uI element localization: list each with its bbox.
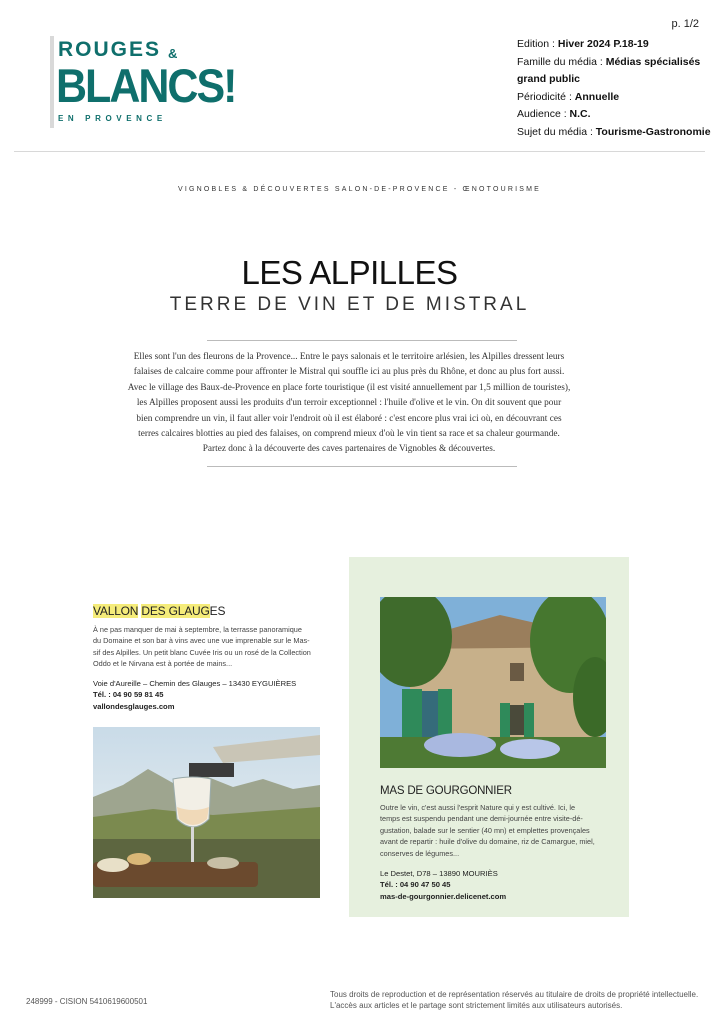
vallon-body-line: Oddo et le Nirvana est à portée de mains... [93,659,233,669]
media-metadata [517,36,711,141]
edition-row [517,36,711,54]
mas-body-line: gustation, balade sur le sentier (40 mn) et emplettes provençales [380,825,590,835]
mas-phone-text: Tél. : 04 90 47 50 45 [380,880,451,890]
mas-body-line: conserves de légumes... [380,848,460,858]
header-divider [14,151,705,152]
intro-line: Elles sont l'un des fleurons de la Provence... Entre le pays salonais et le territoire arlésien, les Alpilles dressent leurs [133,352,565,362]
vallon-body-line: sif des Alpilles. Un petit blanc Cuvée Iris ou un rosé de la Collection [93,647,311,657]
vallon-body-line: À ne pas manquer de mai à septembre, la terrasse panoramique [93,625,302,634]
article-subtitle: TERRE DE VIN ET DE MISTRAL [169,294,530,315]
mas-body-line: Outre le vin, c'est aussi l'esprit Nature qui y est cultivé. Ici, le [380,803,576,812]
mas-body-line: avant de repartir : huile d'olive du domaine, riz de Camargue, miel, [380,837,595,847]
vallon-phone-text: Tél. : 04 90 59 81 45 [93,690,164,700]
family-value: Médias spécialisés [605,55,701,68]
subject-value: Tourisme-Gastronomie [595,125,711,138]
intro-top-divider [207,340,517,341]
rouges-et-blancs-logo [50,36,236,128]
subject-label: Sujet du média : [517,125,596,138]
intro-line: Partez donc à la découverte des caves partenaires de Vignobles & découvertes. [202,444,496,455]
logo-line-rouges: ROUGES [58,38,162,61]
mas-body-line: temps est suspendu pendant une demi-journée entre visite-dé- [380,814,583,824]
mas-contact [380,868,506,902]
vallon-website[interactable] [93,701,296,712]
vallon-title-highlight-2: DES GLAUG [141,604,210,618]
logo-line-blancs: BLANCS! [56,60,236,113]
legal-line: L'accès aux articles et le partage sont strictement limités aux utilisateurs autorisés. [330,1001,623,1010]
period-row [517,89,711,107]
mas-title: MAS DE GOURGONNIER [380,785,512,797]
vallon-photo-illustration [93,727,320,898]
family-row-continued [517,71,711,89]
article-intro [108,350,590,458]
page-number: p. 1/2 [671,18,699,30]
logo-ampersand: & [168,46,178,61]
family-label: Famille du média : [517,55,606,68]
vallon-title [93,604,225,618]
vallon-wine-glass-photo [93,727,320,898]
intro-line: falaises de calcaire comme pour affronter le Mistral qui souffle ici au plus près du Rhône, et donc au plus fort aussi. [133,367,565,378]
audience-label: Audience : [517,108,570,120]
mas-photo-illustration [380,597,606,768]
logo-bar [50,36,54,128]
vallon-phone [93,689,296,700]
mas-description [380,802,608,859]
footer-document-id: 248999 - CISION 5410619600501 [26,997,148,1006]
edition-label: Edition : [517,38,558,50]
period-label: Périodicité : [517,90,575,103]
mas-website-text[interactable]: mas-de-gourgonnier.delicenet.com [380,891,507,901]
legal-line: Tous droits de reproduction et de représentation réservés au titulaire de droits de propriété intellectuelle. [330,990,699,999]
vallon-description [93,624,325,670]
audience-row [517,106,711,124]
mas-website[interactable] [380,891,506,902]
mas-house-photo [380,597,606,768]
vallon-website-text[interactable]: vallondesglauges.com [93,701,175,711]
subject-row [517,124,711,142]
article-title: LES ALPILLES [241,254,458,291]
edition-value: Hiver 2024 P.18-19 [557,38,649,50]
article-kicker: VIGNOBLES & DÉCOUVERTES SALON-DE-PROVENCE - ŒNOTOURISME [177,186,542,193]
family-row [517,54,711,72]
intro-line: Avec le village des Baux-de-Provence en place forte touristique (il est visité annuellement par 1,5 million de touristes), [127,382,571,393]
mas-phone [380,879,506,890]
intro-line: bien comprendre un vin, il faut aller voir l'endroit où il est élaboré : c'est encore plus vrai ici où, en découvrant ces [136,413,562,424]
vallon-contact [93,678,296,712]
intro-line: les Alpilles proposent aussi les produits d'un terroir exceptionnel : l'huile d'olive et le vin. On dit souvent que pour [136,398,562,409]
audience-value: N.C. [569,108,591,120]
logo-line-en-provence: EN PROVENCE [58,114,167,123]
vallon-body-line: du Domaine et son bar à vins avec une vue imprenable sur le Mas- [93,636,310,646]
intro-bottom-divider [207,466,517,467]
intro-line: terres calcaires blotties au pied des falaises, on comprend mieux d'où le vin tient sa race et sa chaleur gourmande. [138,429,560,440]
vallon-title-highlight: VALLON [93,604,139,618]
vallon-title-end: ES [209,604,226,618]
family-value-continued: grand public [517,73,580,85]
period-value: Annuelle [574,90,620,103]
footer-legal-notice [330,989,715,1011]
vallon-address: Voie d'Aureille – Chemin des Glauges – 13430 EYGUIÈRES [93,679,297,688]
mas-address: Le Destet, D78 – 13890 MOURIÈS [380,869,498,878]
